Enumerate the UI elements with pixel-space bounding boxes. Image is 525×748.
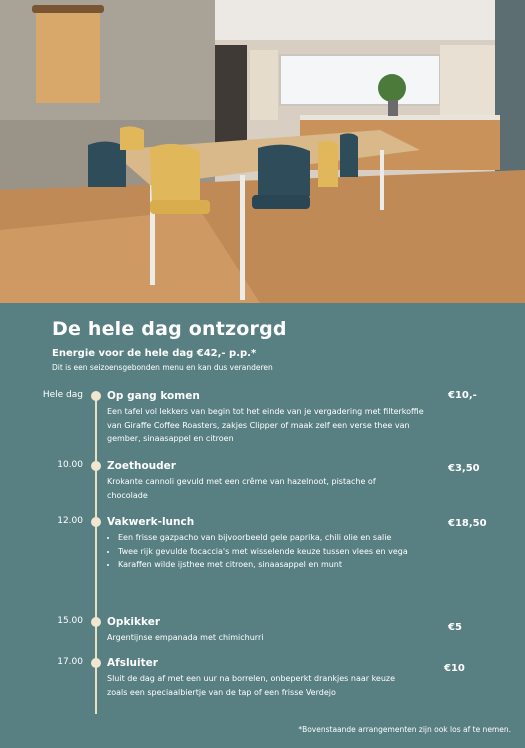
menu-item-description: Een tafel vol lekkers van begin tot het einde van je vergadering met filterkoffie van Giraffe Coffee Roasters, zakjes Clipper of maak zelf een verse thee van gember, sinaasappel en citroen bbox=[107, 407, 424, 443]
timeline-dot bbox=[91, 658, 101, 668]
menu-item-time: 10.00 bbox=[57, 460, 83, 470]
menu-item-title: Op gang komen bbox=[107, 390, 200, 402]
bullet-item: • Karaffen wilde ijsthee met citroen, sinaasappel en munt bbox=[118, 558, 417, 572]
menu-item-title: Afsluiter bbox=[107, 657, 158, 669]
meeting-room-illustration bbox=[0, 0, 525, 303]
menu-item-title: Vakwerk-lunch bbox=[107, 516, 195, 528]
timeline-dot bbox=[91, 391, 101, 401]
seasonal-note: Dit is een seizoensgebonden menu en kan dus veranderen bbox=[52, 363, 273, 372]
menu-item-description: Sluit de dag af met een uur na borrelen, onbeperkt drankjes naar keuze zoals een speciaalbiertje van de tap of een frisse Verdejo bbox=[107, 674, 396, 697]
menu-item-description: Krokante cannoli gevuld met een crême van hazelnoot, pistache of chocolade bbox=[107, 477, 376, 500]
menu-item-description: Argentijnse empanada met chimichurri bbox=[107, 633, 264, 642]
menu-item-time: 17.00 bbox=[57, 657, 83, 667]
menu-item-title: Zoethouder bbox=[107, 460, 176, 472]
menu-section bbox=[0, 303, 525, 748]
menu-item-time: 15.00 bbox=[57, 616, 83, 626]
menu-item-price: €18,50 bbox=[448, 518, 487, 529]
bullet-item: • Twee rijk gevulde focaccia's met wisselende keuze tussen vlees en vega bbox=[118, 545, 417, 559]
menu-item-price: €10,- bbox=[448, 390, 477, 401]
menu-item-time: 12.00 bbox=[57, 516, 83, 526]
menu-item-price: €5 bbox=[448, 622, 462, 633]
menu-item-bullets bbox=[107, 531, 417, 572]
menu-item-time: Hele dag bbox=[42, 390, 83, 400]
bullet-item: • Een frisse gazpacho van bijvoorbeeld gele paprika, chili olie en salie bbox=[118, 531, 417, 545]
menu-item-price: €3,50 bbox=[448, 463, 480, 474]
timeline-dot bbox=[91, 517, 101, 527]
timeline-dot bbox=[91, 461, 101, 471]
meeting-room-photo bbox=[0, 0, 525, 303]
timeline-dot bbox=[91, 617, 101, 627]
menu-item-price: €10 bbox=[444, 663, 465, 674]
footnote: *Bovenstaande arrangementen zijn ook los af te nemen. bbox=[298, 725, 511, 734]
page-title: De hele dag ontzorgd bbox=[52, 318, 287, 340]
price-subtitle: Energie voor de hele dag €42,- p.p.* bbox=[52, 348, 257, 359]
menu-item-title: Opkikker bbox=[107, 616, 161, 628]
